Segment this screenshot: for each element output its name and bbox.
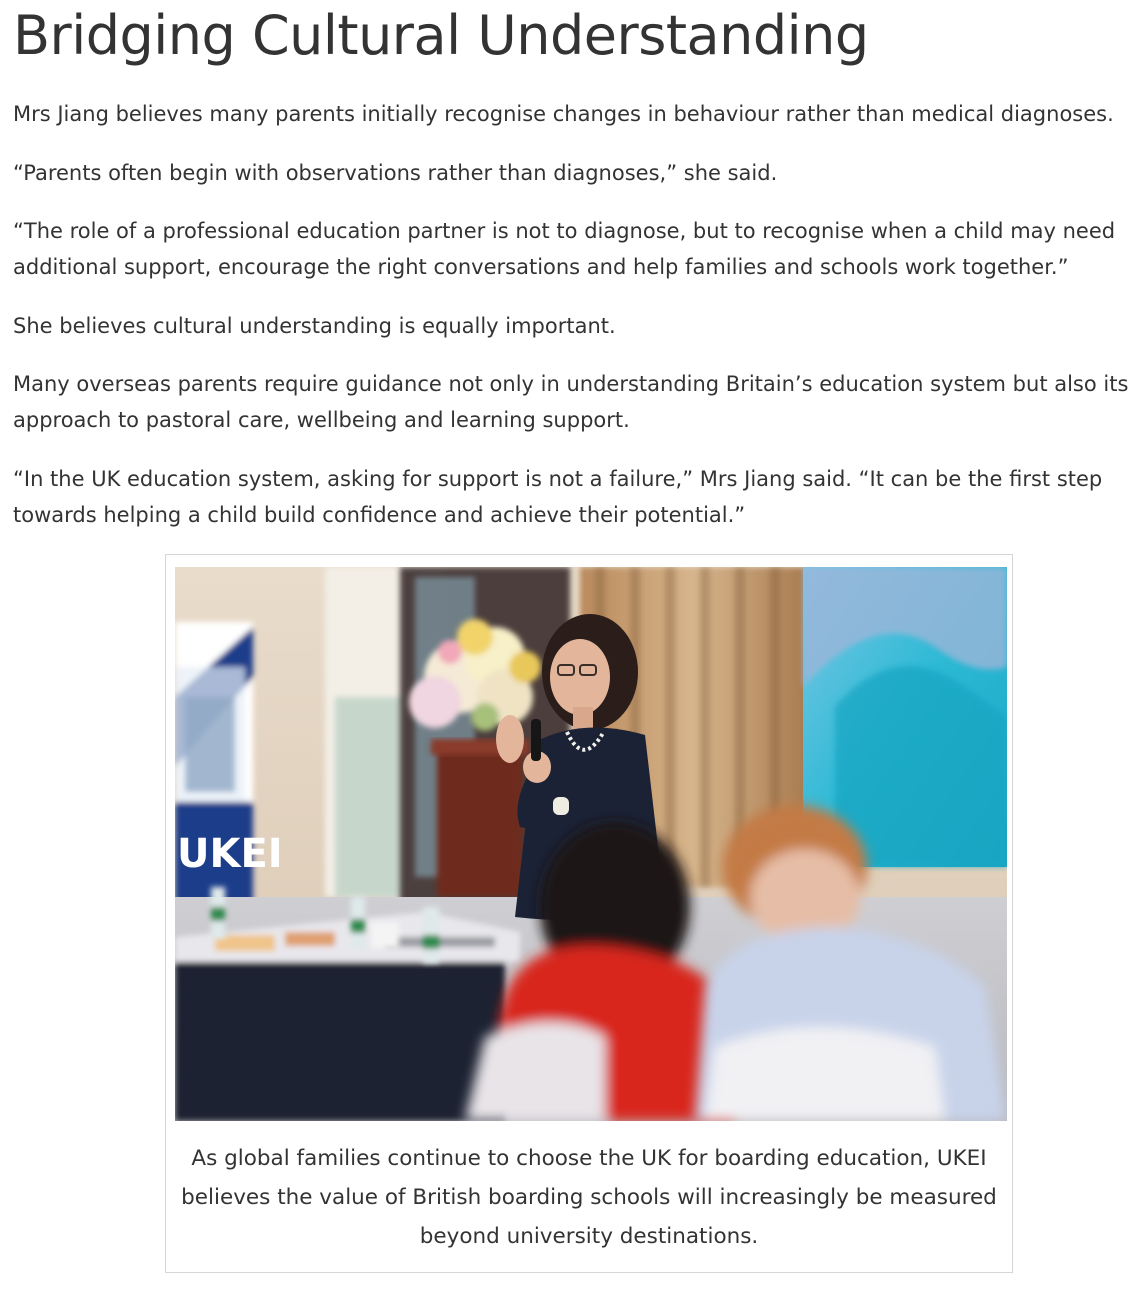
banner-logo-text: UKEI <box>177 831 283 877</box>
paragraph-2 <box>13 155 1123 191</box>
paragraph-3-line-1: “The role of a professional education partner is not to diagnose, but to recognise when a child may need <box>13 219 1116 243</box>
caption-line-1: As global families continue to choose the UK for boarding education, UKEI <box>191 1146 987 1171</box>
paragraph-6-line-1: “In the UK education system, asking for support is not a failure,” Mrs Jiang said. “It can be the first step <box>13 467 1103 491</box>
event-photo-illustration <box>175 567 1007 1121</box>
paragraph-5 <box>13 366 1129 438</box>
paragraph-4 <box>13 308 1123 344</box>
paragraph-2-line-1: “Parents often begin with observations rather than diagnoses,” she said. <box>13 161 778 185</box>
article-figure <box>165 554 1013 1273</box>
paragraph-3-line-2: additional support, encourage the right conversations and help families and schools work together.” <box>13 255 1069 279</box>
article <box>13 0 1129 533</box>
paragraph-3 <box>13 213 1123 285</box>
paragraph-6-line-2: towards helping a child build confidence and achieve their potential.” <box>13 503 746 527</box>
article-heading: Bridging Cultural Understanding <box>13 4 869 67</box>
event-photo <box>175 567 1007 1121</box>
paragraph-4-line-1: She believes cultural understanding is equally important. <box>13 314 616 338</box>
paragraph-6 <box>13 461 1123 533</box>
paragraph-5-line-2: approach to pastoral care, wellbeing and learning support. <box>13 408 630 432</box>
paragraph-1-line-1: Mrs Jiang believes many parents initially recognise changes in behaviour rather than medical diagnoses. <box>13 102 1114 126</box>
paragraph-5-line-1: Many overseas parents require guidance not only in understanding Britain’s education system but also its <box>13 372 1129 396</box>
caption-line-3: beyond university destinations. <box>419 1224 759 1249</box>
caption-line-2: believes the value of British boarding schools will increasingly be measured <box>181 1185 997 1210</box>
paragraph-1 <box>13 96 1123 132</box>
figure-caption <box>166 1139 1012 1256</box>
